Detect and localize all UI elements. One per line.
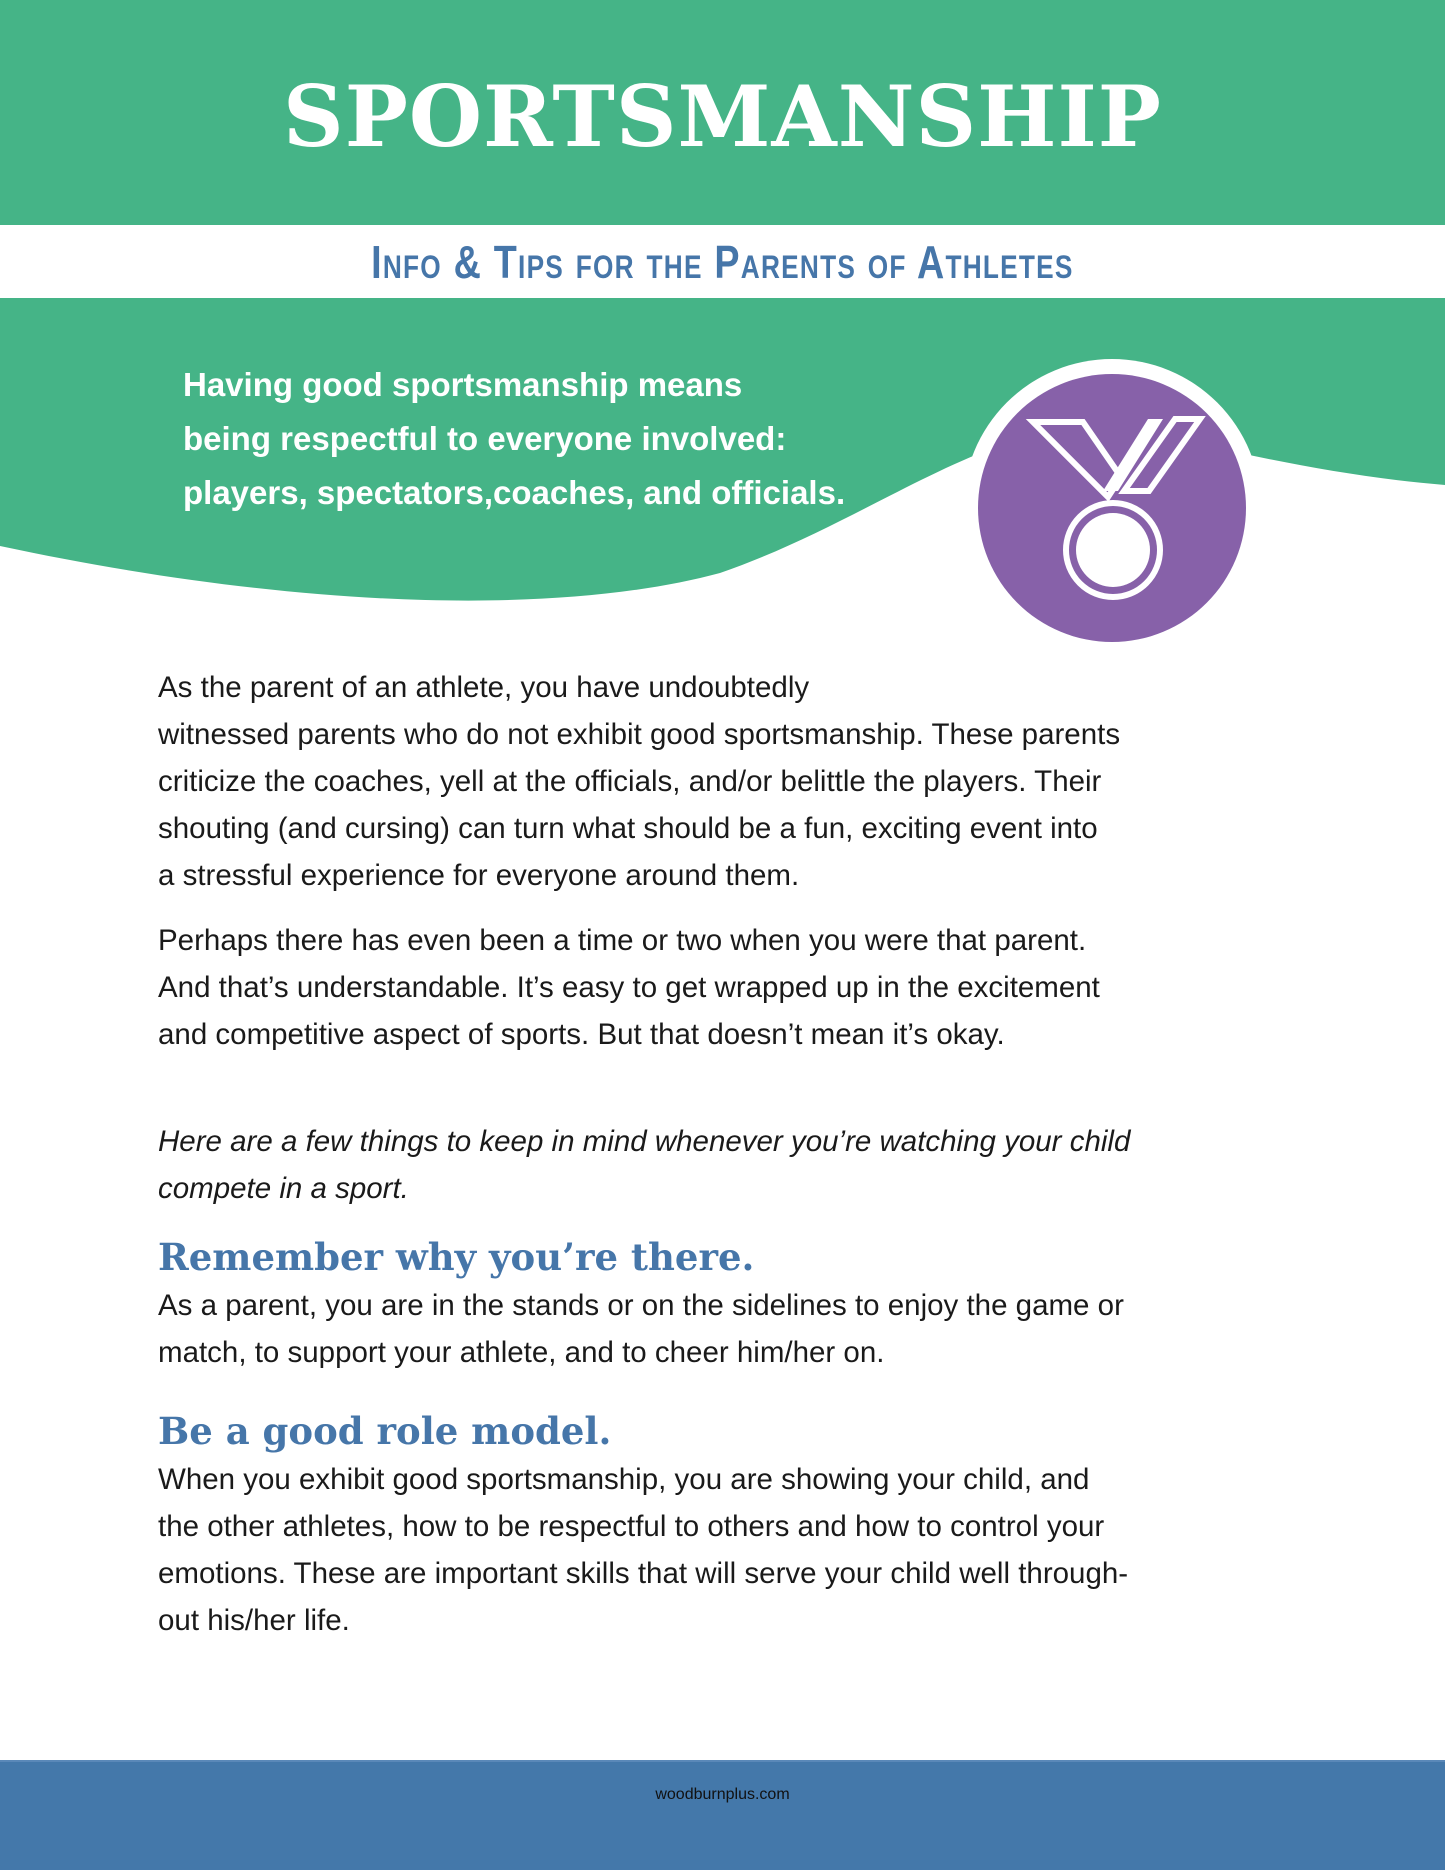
- intro-line: being respectful to everyone involved:: [183, 420, 787, 457]
- text-line: criticize the coaches, yell at the officials, and/or belittle the players. Their: [158, 765, 1102, 798]
- text-line: Perhaps there has even been a time or two when you were that parent.: [158, 924, 1087, 957]
- section-heading-role-model: Be a good role model.: [158, 1409, 612, 1453]
- intro-statement: [183, 358, 943, 520]
- text-line: a stressful experience for everyone around them.: [158, 859, 800, 892]
- text-line: Here are a few things to keep in mind whenever you’re watching your child: [158, 1125, 1131, 1158]
- page-subtitle: Info & Tips for the Parents of Athletes: [371, 235, 1074, 288]
- paragraph-parents: [158, 664, 1298, 899]
- text-line: emotions. These are important skills that will serve your child well through-: [158, 1557, 1129, 1590]
- footer: [0, 1760, 1445, 1870]
- text-line: As a parent, you are in the stands or on the sidelines to enjoy the game or: [158, 1289, 1124, 1322]
- text-line: shouting (and cursing) can turn what should be a fun, exciting event into: [158, 812, 1098, 845]
- text-line: As the parent of an athlete, you have undoubtedly: [158, 671, 810, 704]
- tips-intro: [158, 1118, 1298, 1212]
- paragraph-understandable: [158, 917, 1298, 1058]
- section-body-remember: [158, 1282, 1298, 1376]
- section-heading-remember: Remember why you’re there.: [158, 1235, 755, 1279]
- section-body-role-model: [158, 1456, 1298, 1644]
- text-line: compete in a sport.: [158, 1172, 409, 1205]
- medal-badge: [963, 359, 1261, 657]
- text-line: witnessed parents who do not exhibit good sportsmanship. These parents: [158, 718, 1121, 751]
- subtitle-strip: [0, 225, 1445, 298]
- medal-icon: [978, 374, 1246, 642]
- text-line: And that’s understandable. It’s easy to get wrapped up in the excitement: [158, 971, 1100, 1004]
- article-body: [158, 664, 1298, 1644]
- intro-line: Having good sportsmanship means: [183, 366, 743, 403]
- text-line: When you exhibit good sportsmanship, you are showing your child, and: [158, 1463, 1090, 1496]
- intro-line: players, spectators,coaches, and officials.: [183, 474, 846, 511]
- header-band: [0, 0, 1445, 225]
- text-line: and competitive aspect of sports. But that doesn’t mean it’s okay.: [158, 1018, 1005, 1051]
- text-line: match, to support your athlete, and to cheer him/her on.: [158, 1336, 885, 1369]
- text-line: the other athletes, how to be respectful to others and how to control your: [158, 1510, 1105, 1543]
- footer-website: woodburnplus.com: [655, 1786, 790, 1803]
- text-line: out his/her life.: [158, 1604, 350, 1637]
- page-title: SPORTSMANSHIP: [283, 67, 1162, 166]
